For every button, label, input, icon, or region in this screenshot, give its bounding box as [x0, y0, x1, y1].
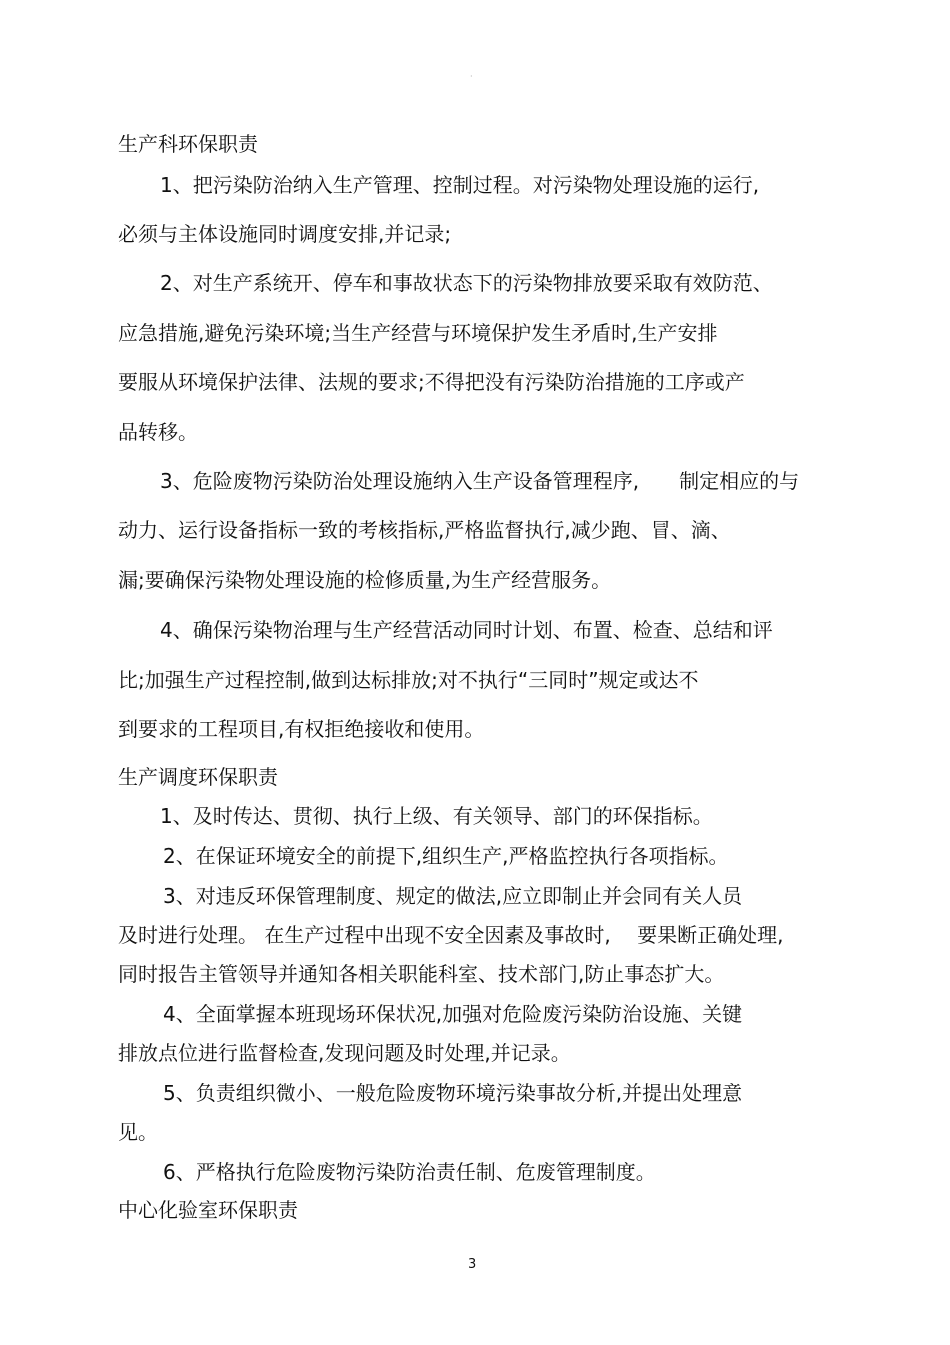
paragraph-line: 3、危险废物污染防治处理设施纳入生产设备管理程序, 制定相应的与 [160, 469, 800, 493]
paragraph-line: 2、在保证环境安全的前提下,组织生产,严格监控执行各项指标。 [163, 844, 729, 868]
page-number: 3 [468, 1257, 477, 1272]
paragraph-line: 比;加强生产过程控制,做到达标排放;对不执行“三同时”规定或达不 [118, 668, 699, 692]
paragraph-line: 1、把污染防治纳入生产管理、控制过程。对污染物处理设施的运行, [160, 173, 760, 197]
paragraph-line: 动力、运行设备指标一致的考核指标,严格监督执行,减少跑、冒、滴、 [118, 518, 731, 542]
section-title: 中心化验室环保职责 [118, 1198, 298, 1222]
section-title: 生产调度环保职责 [118, 765, 278, 789]
paragraph-line: 品转移。 [118, 420, 198, 444]
paragraph-line: 2、对生产系统开、停车和事故状态下的污染物排放要采取有效防范、 [160, 271, 773, 295]
paragraph-line: 见。 [118, 1120, 158, 1144]
paragraph-line: 到要求的工程项目,有权拒绝接收和使用。 [118, 717, 485, 741]
section-title: 生产科环保职责 [118, 132, 258, 156]
paragraph-line: 同时报告主管领导并通知各相关职能科室、技术部门,防止事态扩大。 [118, 962, 725, 986]
paragraph-line: 5、负责组织微小、一般危险废物环境污染事故分析,并提出处理意 [163, 1081, 743, 1105]
paragraph-line: 漏;要确保污染物处理设施的检修质量,为生产经营服务。 [118, 568, 612, 592]
paragraph-line: 1、及时传达、贯彻、执行上级、有关领导、部门的环保指标。 [160, 804, 713, 828]
paragraph-line: 3、对违反环保管理制度、规定的做法,应立即制止并会同有关人员 [163, 884, 743, 908]
paragraph-line: 及时进行处理。 在生产过程中出现不安全因素及事故时, 要果断正确处理, [118, 923, 784, 947]
header-mark: · [470, 72, 473, 81]
paragraph-line: 4、确保污染物治理与生产经营活动同时计划、布置、检查、总结和评 [160, 618, 773, 642]
paragraph-line: 必须与主体设施同时调度安排,并记录; [118, 222, 452, 246]
paragraph-line: 要服从环境保护法律、法规的要求;不得把没有污染防治措施的工序或产 [118, 370, 745, 394]
paragraph-line: 应急措施,避免污染环境;当生产经营与环境保护发生矛盾时,生产安排 [118, 321, 718, 345]
paragraph-line: 6、严格执行危险废物污染防治责任制、危废管理制度。 [163, 1160, 656, 1184]
paragraph-line: 排放点位进行监督检查,发现问题及时处理,并记录。 [118, 1041, 571, 1065]
paragraph-line: 4、全面掌握本班现场环保状况,加强对危险废污染防治设施、关键 [163, 1002, 743, 1026]
